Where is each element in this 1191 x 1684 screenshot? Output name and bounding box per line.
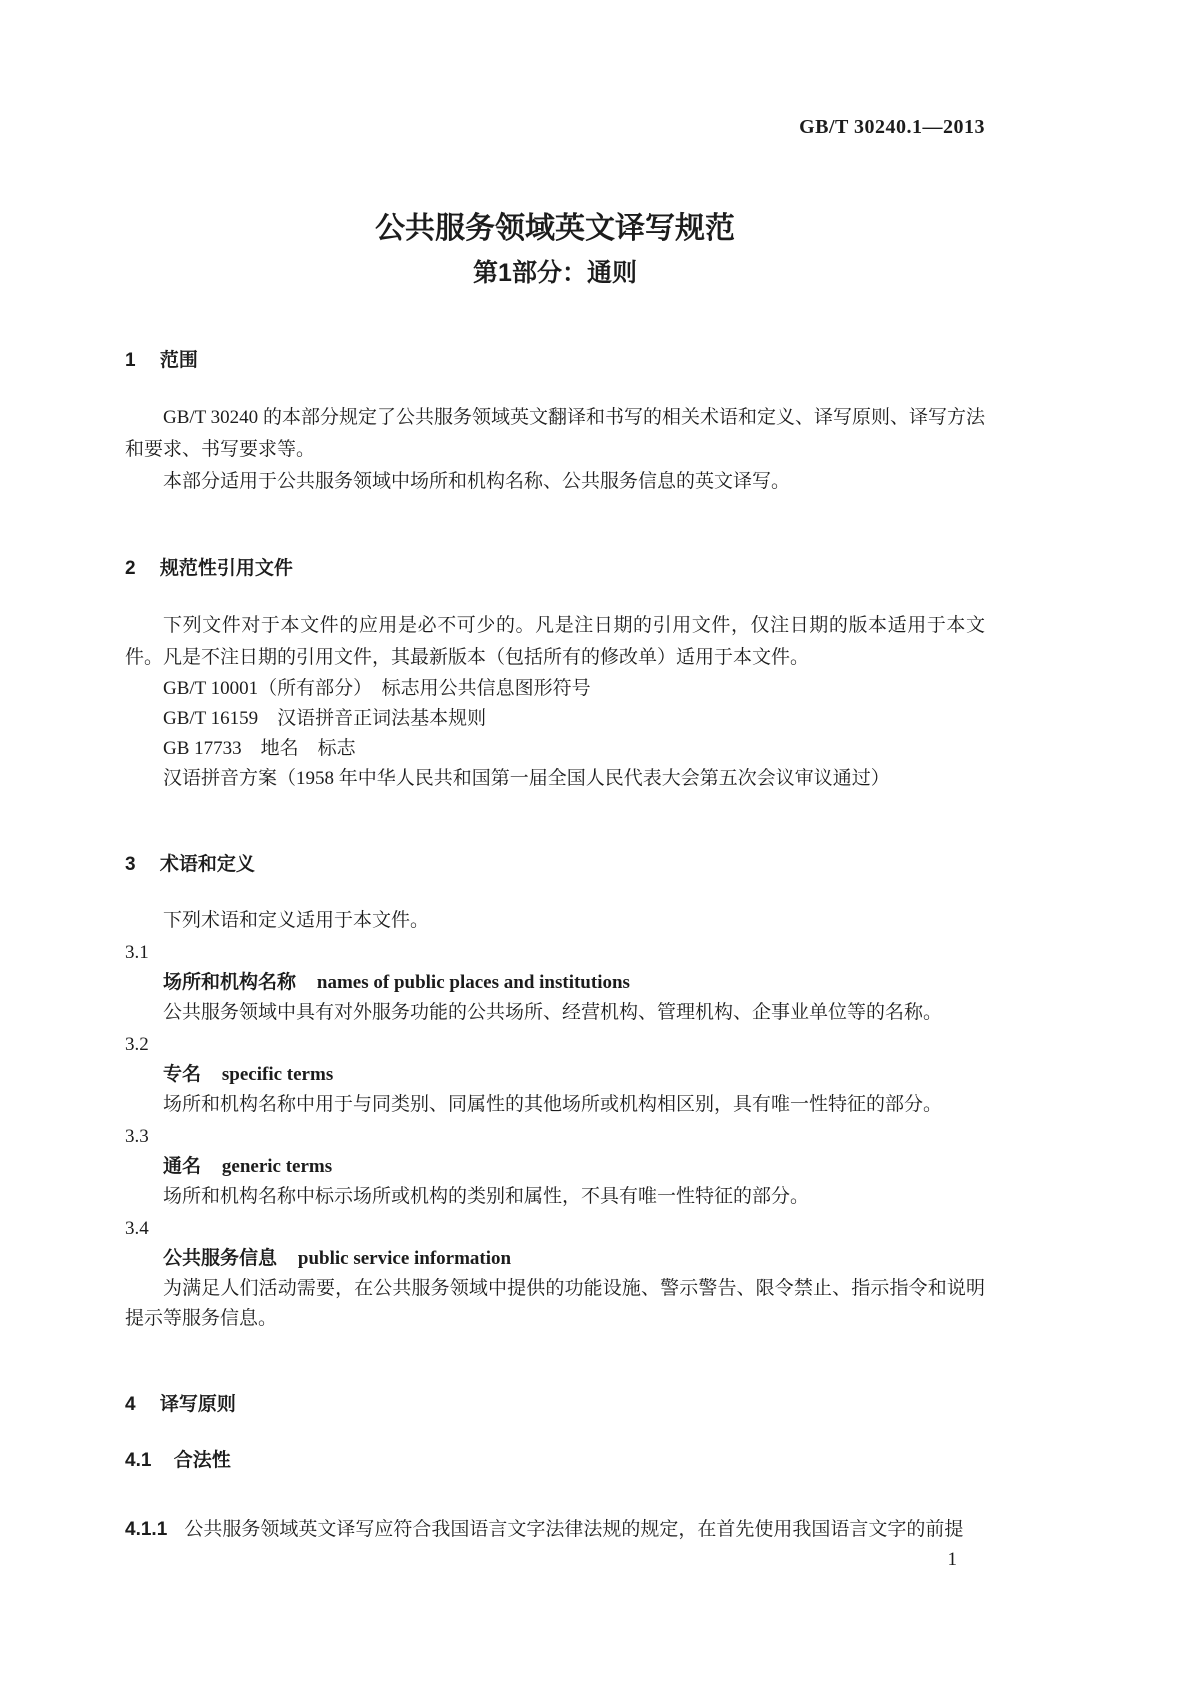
- paragraph: 本部分适用于公共服务领域中场所和机构名称、公共服务信息的英文译写。: [163, 471, 791, 492]
- section-3-heading: [125, 850, 985, 880]
- doc-subtitle: 第1部分：通则: [473, 259, 637, 287]
- term-name-en: public service information: [297, 1248, 512, 1269]
- section-title: 术语和定义: [159, 854, 255, 875]
- term-name-zh: 公共服务信息: [163, 1248, 278, 1269]
- term-number: 3.1: [125, 942, 149, 963]
- term-entry-3-1: [125, 938, 985, 1028]
- section-number: 4: [125, 1394, 136, 1415]
- term-name: [125, 968, 985, 998]
- section-number: 2: [125, 558, 136, 579]
- section-number: 3: [125, 854, 136, 875]
- subsection-number: 4.1: [125, 1450, 152, 1471]
- section-number: 1: [125, 350, 136, 371]
- term-entry-3-4: [125, 1214, 985, 1334]
- reference-item: 汉语拼音方案（1958 年中华人民共和国第一届全国人民代表大会第五次会议审议通过）: [163, 768, 890, 789]
- term-number: 3.3: [125, 1126, 149, 1147]
- term-name-zh: 专名: [163, 1064, 202, 1085]
- section-title: 范围: [159, 350, 198, 371]
- term-definition: 场所和机构名称中标示场所或机构的类别和属性，不具有唯一性特征的部分。: [163, 1186, 810, 1207]
- doc-number: GB/T 30240.1—2013: [799, 116, 985, 138]
- subsection-4-1-heading: [125, 1446, 985, 1476]
- term-number: 3.2: [125, 1034, 149, 1055]
- clause-number: 4.1.1: [125, 1519, 168, 1540]
- reference-item: GB 17733 地名 标志: [163, 738, 356, 759]
- term-definition: 为满足人们活动需要，在公共服务领域中提供的功能设施、警示警告、限令禁止、指示指令和说明提示等服务信息。: [125, 1278, 985, 1329]
- term-name: [125, 1060, 985, 1090]
- paragraph: 下列文件对于本文件的应用是必不可少的。凡是注日期的引用文件，仅注日期的版本适用于本文件。凡是不注日期的引用文件，其最新版本（包括所有的修改单）适用于本文件。: [125, 615, 985, 668]
- term-name: [125, 1244, 985, 1274]
- term-name: [125, 1152, 985, 1182]
- term-name-zh: 通名: [163, 1156, 202, 1177]
- section-title: 译写原则: [159, 1394, 236, 1415]
- term-number: 3.4: [125, 1218, 149, 1239]
- section-2-heading: [125, 554, 985, 584]
- terms-block: [125, 906, 985, 1334]
- page-number: 1: [947, 1549, 957, 1570]
- term-name-en: names of public places and institutions: [316, 972, 630, 993]
- section-1-heading: [125, 346, 985, 376]
- term-entry-3-3: [125, 1122, 985, 1212]
- terms-intro: 下列术语和定义适用于本文件。: [163, 910, 430, 931]
- paragraph: GB/T 30240 的本部分规定了公共服务领域英文翻译和书写的相关术语和定义、译写原则、译写方法和要求、书写要求等。: [125, 407, 985, 460]
- doc-header: [125, 114, 985, 140]
- term-name-en: specific terms: [221, 1064, 334, 1085]
- section-4-heading: [125, 1390, 985, 1420]
- term-definition: 场所和机构名称中用于与同类别、同属性的其他场所或机构相区别，具有唯一性特征的部分。: [163, 1094, 943, 1115]
- reference-item: GB/T 10001（所有部分） 标志用公共信息图形符号: [163, 678, 591, 699]
- subsection-title: 合法性: [173, 1450, 231, 1471]
- term-entry-3-2: [125, 1030, 985, 1120]
- clause-4-1-1: [125, 1514, 985, 1546]
- page-content: [125, 0, 985, 1546]
- doc-title: 公共服务领域英文译写规范: [375, 212, 735, 245]
- term-definition: 公共服务领域中具有对外服务功能的公共场所、经营机构、管理机构、企事业单位等的名称。: [163, 1002, 943, 1023]
- section-title: 规范性引用文件: [159, 558, 293, 579]
- clause-text: 公共服务领域英文译写应符合我国语言文字法律法规的规定，在首先使用我国语言文字的前提: [184, 1519, 964, 1540]
- term-name-zh: 场所和机构名称: [163, 972, 297, 993]
- reference-item: GB/T 16159 汉语拼音正词法基本规则: [163, 708, 487, 729]
- term-name-en: generic terms: [221, 1156, 333, 1177]
